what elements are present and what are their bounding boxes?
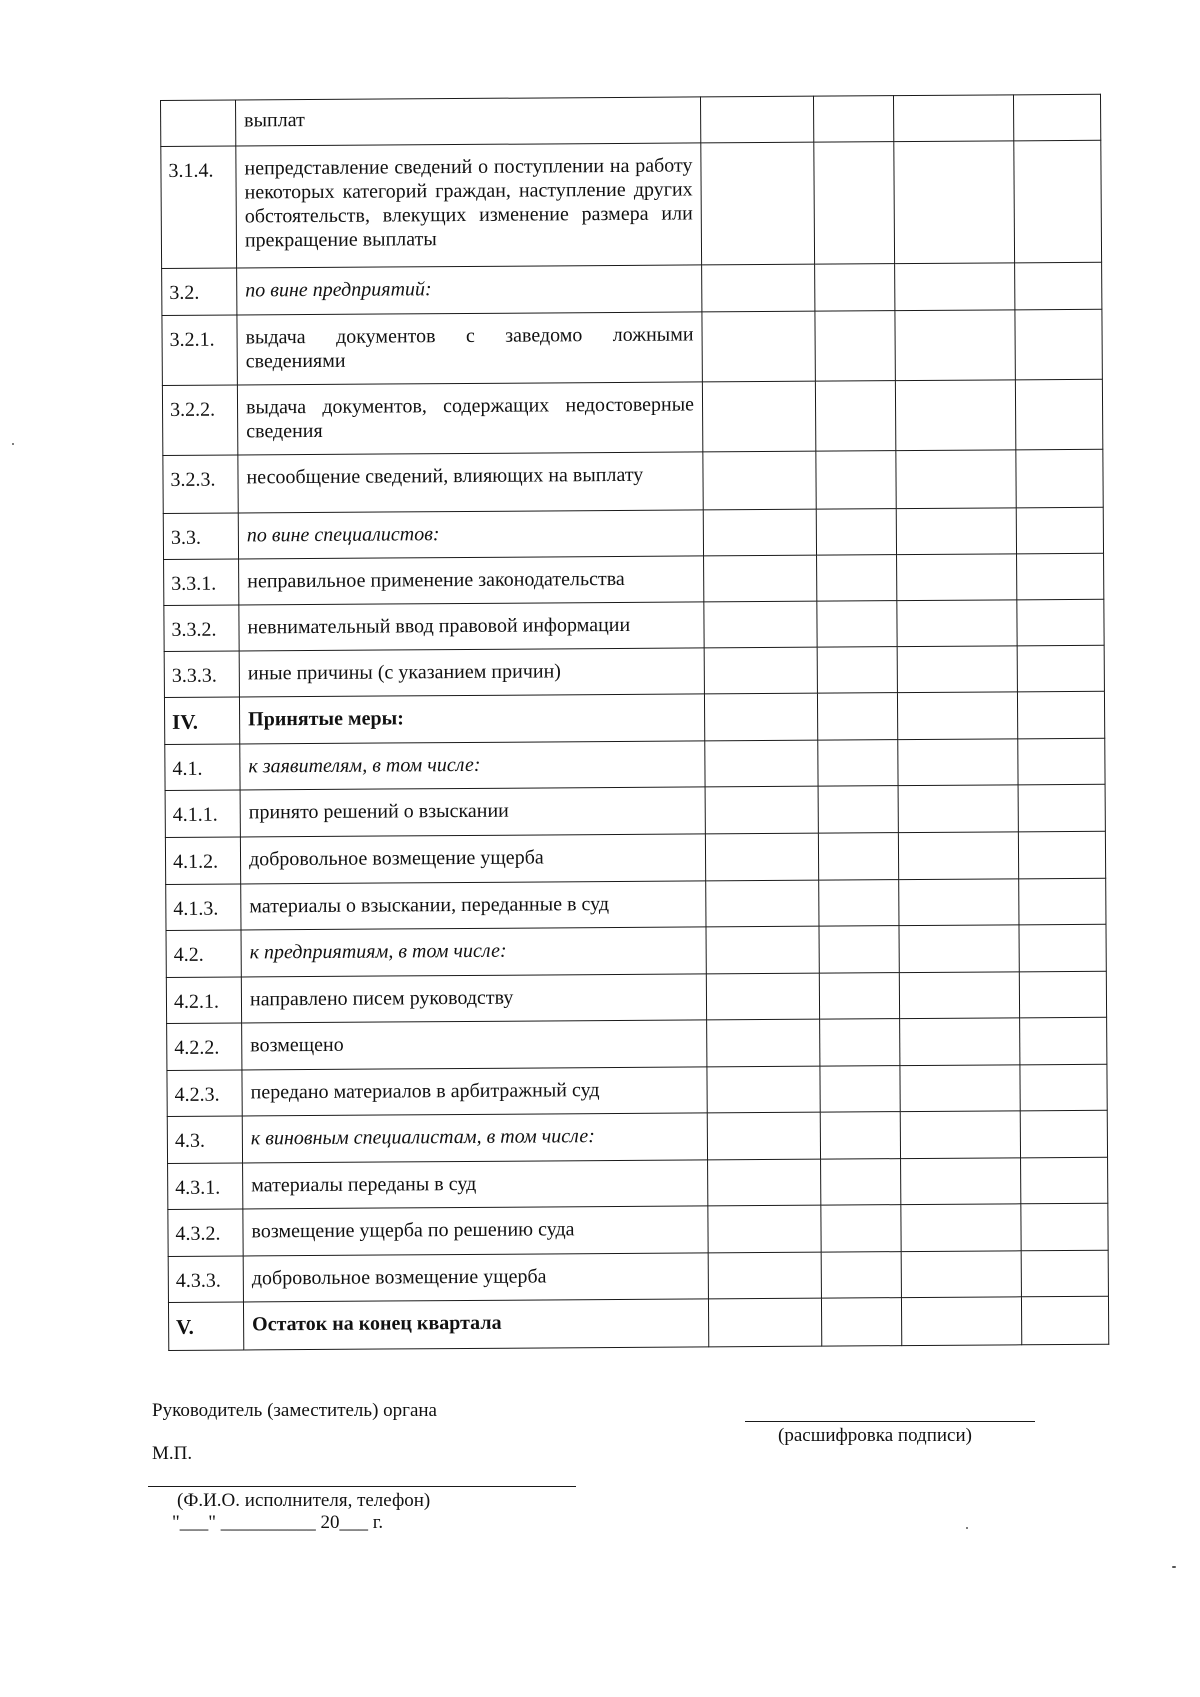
row-number: 4.1.2. <box>165 837 240 884</box>
value-cell <box>897 646 1017 693</box>
value-cell <box>817 647 897 694</box>
value-cell <box>818 833 898 881</box>
row-label: к заявителям, в том числе: <box>240 741 705 790</box>
row-label: к предприятиям, в том числе: <box>241 927 706 977</box>
row-label: материалы переданы в суд <box>243 1160 708 1209</box>
value-cell <box>901 1158 1021 1205</box>
value-cell <box>816 451 896 510</box>
row-number: 3.1.4. <box>161 146 237 268</box>
row-label: неправильное применение законодательства <box>239 556 704 605</box>
row-number: IV. <box>164 697 239 744</box>
row-number: 3.2. <box>162 268 237 315</box>
stamp-label: М.П. <box>152 1443 193 1464</box>
row-number: V. <box>168 1302 243 1350</box>
value-cell <box>820 1019 900 1067</box>
row-label: добровольное возмещение ущерба <box>240 834 705 884</box>
row-number: 4.1.1. <box>165 790 240 837</box>
value-cell <box>703 451 816 510</box>
value-cell <box>707 1066 820 1113</box>
value-cell <box>1020 1064 1107 1111</box>
row-label: по вине специалистов: <box>238 510 703 559</box>
table-row <box>163 449 1103 513</box>
value-cell <box>817 555 897 602</box>
row-number <box>161 100 236 146</box>
date-line: "___" __________ 20___ г. <box>172 1512 384 1533</box>
table-row <box>162 379 1102 455</box>
value-cell <box>704 693 817 741</box>
row-label: направлено писем руководству <box>241 974 706 1023</box>
row-label: передано материалов в арбитражный суд <box>242 1067 707 1116</box>
row-label: несообщение сведений, влияющих на выплату <box>238 452 703 513</box>
value-cell <box>706 880 819 927</box>
value-cell <box>819 880 899 927</box>
report-table <box>160 94 1109 1351</box>
value-cell <box>818 740 898 787</box>
row-label: выдача документов с заведомо ложными сведениями <box>237 312 702 385</box>
value-cell <box>708 1298 821 1347</box>
table-row <box>164 599 1104 651</box>
row-number: 3.2.3. <box>163 455 238 513</box>
table-row <box>162 262 1102 315</box>
row-label: выдача документов, содержащих недостоверные сведения <box>237 382 702 455</box>
value-cell <box>901 1251 1021 1298</box>
value-cell <box>707 1112 820 1160</box>
row-number: 4.3.2. <box>168 1209 243 1256</box>
row-label: невнимательный ввод правовой информации <box>239 602 704 651</box>
table-row <box>168 1157 1108 1209</box>
value-cell <box>1017 691 1104 739</box>
value-cell <box>896 508 1016 555</box>
executor-label: (Ф.И.О. исполнителя, телефон) <box>177 1490 431 1511</box>
value-cell <box>702 311 815 382</box>
value-cell <box>702 264 815 312</box>
value-cell <box>1021 1296 1108 1345</box>
table-row <box>166 924 1106 977</box>
value-cell <box>1019 924 1106 972</box>
row-number: 4.2.2. <box>167 1023 242 1070</box>
row-label: добровольное возмещение ущерба <box>243 1253 708 1302</box>
value-cell <box>700 96 813 143</box>
row-number: 4.3.3. <box>168 1256 243 1302</box>
row-number: 4.3.1. <box>168 1163 243 1209</box>
value-cell <box>1020 1110 1107 1158</box>
table-row <box>162 309 1102 385</box>
row-label: Остаток на конец квартала <box>243 1299 708 1350</box>
value-cell <box>708 1159 821 1206</box>
value-cell <box>899 925 1019 973</box>
value-cell <box>821 1205 901 1253</box>
table-row <box>163 507 1103 559</box>
table-row <box>168 1296 1108 1350</box>
value-cell <box>1016 449 1103 508</box>
row-label: к виновным специалистам, в том числе: <box>242 1113 707 1163</box>
table-row <box>167 1110 1107 1163</box>
value-cell <box>895 310 1015 381</box>
value-cell <box>1021 1203 1108 1251</box>
table-row <box>164 553 1104 605</box>
value-cell <box>894 141 1015 264</box>
value-cell <box>708 1205 821 1253</box>
value-cell <box>1018 738 1105 785</box>
value-cell <box>813 96 893 143</box>
value-cell <box>1019 878 1106 925</box>
row-label: принято решений о взыскании <box>240 787 705 837</box>
value-cell <box>897 600 1017 647</box>
row-number: 3.3.2. <box>164 605 239 651</box>
value-cell <box>821 1159 901 1206</box>
value-cell <box>704 555 817 602</box>
value-cell <box>1017 553 1104 600</box>
row-number: 4.2. <box>166 930 241 977</box>
value-cell <box>821 1252 901 1299</box>
signature-line <box>745 1421 1035 1422</box>
table-row <box>165 831 1105 884</box>
value-cell <box>816 509 896 556</box>
value-cell <box>897 554 1017 601</box>
table-row <box>167 1017 1107 1070</box>
row-number: 3.2.2. <box>162 385 237 455</box>
row-label: иные причины (с указанием причин) <box>239 648 704 697</box>
table-row <box>164 645 1104 697</box>
value-cell <box>814 142 895 265</box>
value-cell <box>705 786 818 834</box>
value-cell <box>706 926 819 974</box>
value-cell <box>899 879 1019 926</box>
row-label: материалы о взыскании, переданные в суд <box>241 881 706 930</box>
value-cell <box>899 972 1019 1019</box>
value-cell <box>1019 971 1106 1018</box>
value-cell <box>820 1112 900 1160</box>
value-cell <box>1018 831 1105 879</box>
scan-speck <box>12 443 14 445</box>
row-number: 3.3.1. <box>164 559 239 605</box>
value-cell <box>1014 140 1102 263</box>
value-cell <box>817 601 897 648</box>
value-cell <box>898 739 1018 786</box>
value-cell <box>901 1204 1021 1252</box>
table-row <box>164 691 1104 744</box>
value-cell <box>1021 1157 1108 1204</box>
value-cell <box>817 693 897 741</box>
value-cell <box>900 1018 1020 1066</box>
value-cell <box>818 786 898 834</box>
table-row <box>161 94 1101 146</box>
value-cell <box>815 311 895 382</box>
value-cell <box>819 926 899 974</box>
table-row <box>168 1203 1108 1256</box>
value-cell <box>704 647 817 694</box>
value-cell <box>705 833 818 881</box>
value-cell <box>1017 645 1104 692</box>
row-number: 3.3. <box>163 513 238 559</box>
value-cell <box>702 381 815 452</box>
row-number: 4.1. <box>165 744 240 790</box>
table-row <box>165 784 1105 837</box>
scan-speck <box>966 1527 968 1529</box>
table-row <box>165 738 1105 790</box>
value-cell <box>1016 507 1103 554</box>
value-cell <box>1021 1250 1108 1297</box>
value-cell <box>706 973 819 1020</box>
table-row <box>166 878 1106 930</box>
value-cell <box>901 1297 1021 1346</box>
value-cell <box>1015 309 1102 380</box>
value-cell <box>821 1298 901 1347</box>
value-cell <box>1015 379 1102 450</box>
value-cell <box>1018 784 1105 832</box>
value-cell <box>820 1066 900 1113</box>
head-of-body-label: Руководитель (заместитель) органа <box>152 1400 437 1421</box>
signature-decode-label: (расшифровка подписи) <box>778 1425 972 1446</box>
value-cell <box>900 1065 1020 1112</box>
scan-speck <box>1172 1566 1176 1568</box>
row-label: возмещено <box>242 1020 707 1070</box>
row-label: Принятые меры: <box>239 694 704 744</box>
value-cell <box>1013 94 1100 141</box>
value-cell <box>897 692 1017 740</box>
value-cell <box>815 381 895 452</box>
value-cell <box>896 450 1016 509</box>
value-cell <box>1020 1017 1107 1065</box>
report-table-body <box>161 94 1109 1350</box>
value-cell <box>704 601 817 648</box>
value-cell <box>1017 599 1104 646</box>
value-cell <box>819 973 899 1020</box>
value-cell <box>895 380 1015 451</box>
table-row <box>167 1064 1107 1116</box>
table-row <box>166 971 1106 1023</box>
row-label: непредставление сведений о поступлении на работу некоторых категорий граждан, наступление других обстоятельств, влекущих изменение размера или прекращение выплаты <box>236 143 702 268</box>
value-cell <box>898 785 1018 833</box>
value-cell <box>707 1019 820 1067</box>
row-label: выплат <box>236 97 701 146</box>
row-number: 4.3. <box>167 1116 242 1163</box>
value-cell <box>701 142 815 265</box>
executor-line <box>148 1486 576 1487</box>
value-cell <box>703 509 816 556</box>
row-label: возмещение ущерба по решению суда <box>243 1206 708 1256</box>
table-row <box>161 140 1102 268</box>
row-number: 4.2.1. <box>166 977 241 1023</box>
value-cell <box>705 740 818 787</box>
value-cell <box>1015 262 1102 310</box>
table-row <box>168 1250 1108 1302</box>
value-cell <box>815 264 895 312</box>
value-cell <box>893 95 1013 142</box>
value-cell <box>898 832 1018 880</box>
value-cell <box>900 1111 1020 1159</box>
row-label: по вине предприятий: <box>237 265 702 315</box>
row-number: 4.2.3. <box>167 1070 242 1116</box>
row-number: 3.3.3. <box>164 651 239 697</box>
value-cell <box>895 263 1015 311</box>
value-cell <box>708 1252 821 1299</box>
row-number: 3.2.1. <box>162 315 237 385</box>
row-number: 4.1.3. <box>166 884 241 930</box>
